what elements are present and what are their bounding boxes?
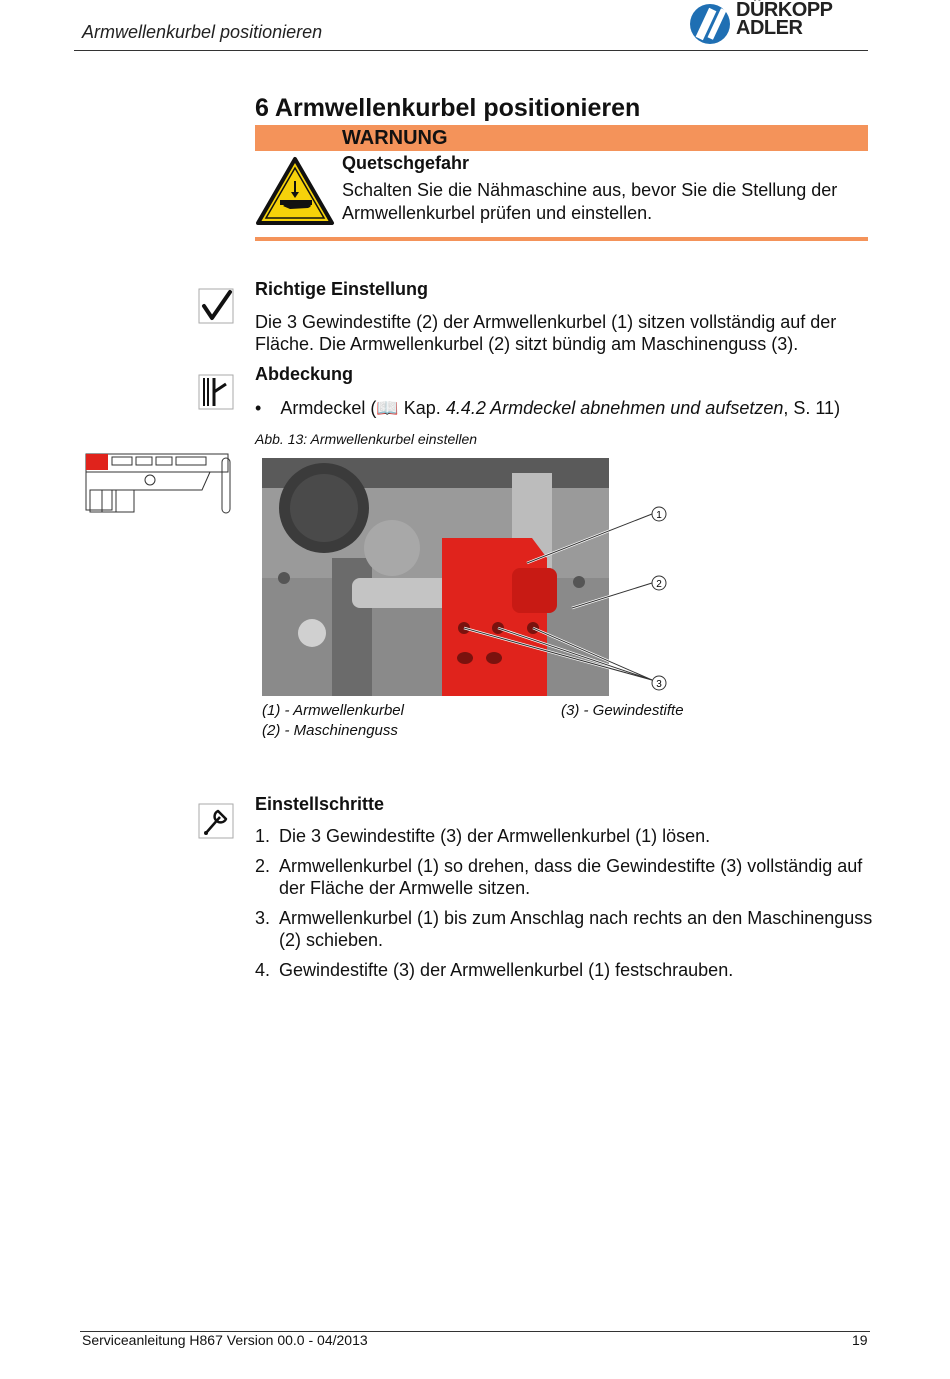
- step-number: 1.: [255, 826, 271, 846]
- step-item: [255, 907, 875, 951]
- step-text: Die 3 Gewindestifte (3) der Armwellenkurbel (1) lösen.: [279, 826, 711, 846]
- legend-3: (3) - Gewindestifte: [561, 702, 684, 719]
- cover-bullet: [255, 397, 875, 419]
- correct-setting-text: Die 3 Gewindestifte (2) der Armwellenkurbel (1) sitzen vollständig auf der Fläche. Die Armwellenkurbel (2) sitzt bündig am Maschinenguss (3).: [255, 312, 837, 354]
- bullet-suffix: , S. 11): [783, 398, 841, 418]
- steps-heading: Einstellschritte: [255, 794, 385, 814]
- step-text: Armwellenkurbel (1) so drehen, dass die Gewindestifte (3) vollständig auf der Fläche der Armwelle sitzen.: [279, 856, 863, 898]
- legend-2: (2) - Maschinenguss: [262, 722, 398, 739]
- step-number: 4.: [255, 960, 271, 980]
- crush-hazard-icon: [255, 156, 335, 226]
- legend-1: (1) - Armwellenkurbel: [262, 702, 404, 719]
- header-rule: [74, 50, 868, 51]
- running-title: Armwellenkurbel positionieren: [82, 22, 323, 42]
- book-icon: 📖: [376, 398, 399, 418]
- bullet-dot: •: [255, 398, 262, 418]
- warning-label: WARNUNG: [342, 127, 448, 149]
- machine-overview-thumbnail: [82, 450, 234, 518]
- steps-list: [255, 825, 875, 989]
- section-title: 6 Armwellenkurbel positionieren: [255, 94, 641, 122]
- callout-3: 3: [656, 679, 662, 690]
- step-text: Gewindestifte (3) der Armwellenkurbel (1) festschrauben.: [279, 960, 734, 980]
- warning-hazard: Quetschgefahr: [342, 153, 470, 173]
- page-number: 19: [852, 1332, 868, 1348]
- warning-text: Schalten Sie die Nähmaschine aus, bevor Sie die Stellung der Armwellenkurbel prüfen und einstellen.: [342, 180, 838, 223]
- figure-caption: Abb. 13: Armwellenkurbel einstellen: [255, 431, 478, 447]
- bullet-prefix: Armdeckel (: [280, 398, 377, 418]
- bullet-ref: Kap.: [398, 398, 446, 418]
- footer-document-info: Serviceanleitung H867 Version 00.0 - 04/2013: [82, 1332, 368, 1348]
- figure-callouts: [262, 458, 682, 703]
- warning-rule: [255, 237, 868, 241]
- callout-1: 1: [656, 510, 662, 521]
- logo-text: [736, 1, 833, 37]
- cover-heading: Abdeckung: [255, 364, 354, 384]
- step-item: [255, 825, 875, 847]
- checkmark-icon: [198, 288, 234, 324]
- step-number: 3.: [255, 908, 271, 928]
- logo-line-2: ADLER: [736, 17, 803, 39]
- wrench-icon: [198, 803, 234, 839]
- step-number: 2.: [255, 856, 271, 876]
- step-text: Armwellenkurbel (1) bis zum Anschlag nach rechts an den Maschinenguss (2) schieben.: [279, 908, 873, 950]
- highlight-region: [86, 454, 108, 470]
- logo-line-1: DÜRKOPP: [736, 0, 833, 21]
- chapter-link[interactable]: 4.4.2 Armdeckel abnehmen und aufsetzen: [445, 398, 784, 418]
- step-item: [255, 959, 875, 981]
- cover-icon: [198, 374, 234, 410]
- correct-setting-heading: Richtige Einstellung: [255, 279, 429, 299]
- callout-2: 2: [656, 579, 662, 590]
- step-item: [255, 855, 875, 899]
